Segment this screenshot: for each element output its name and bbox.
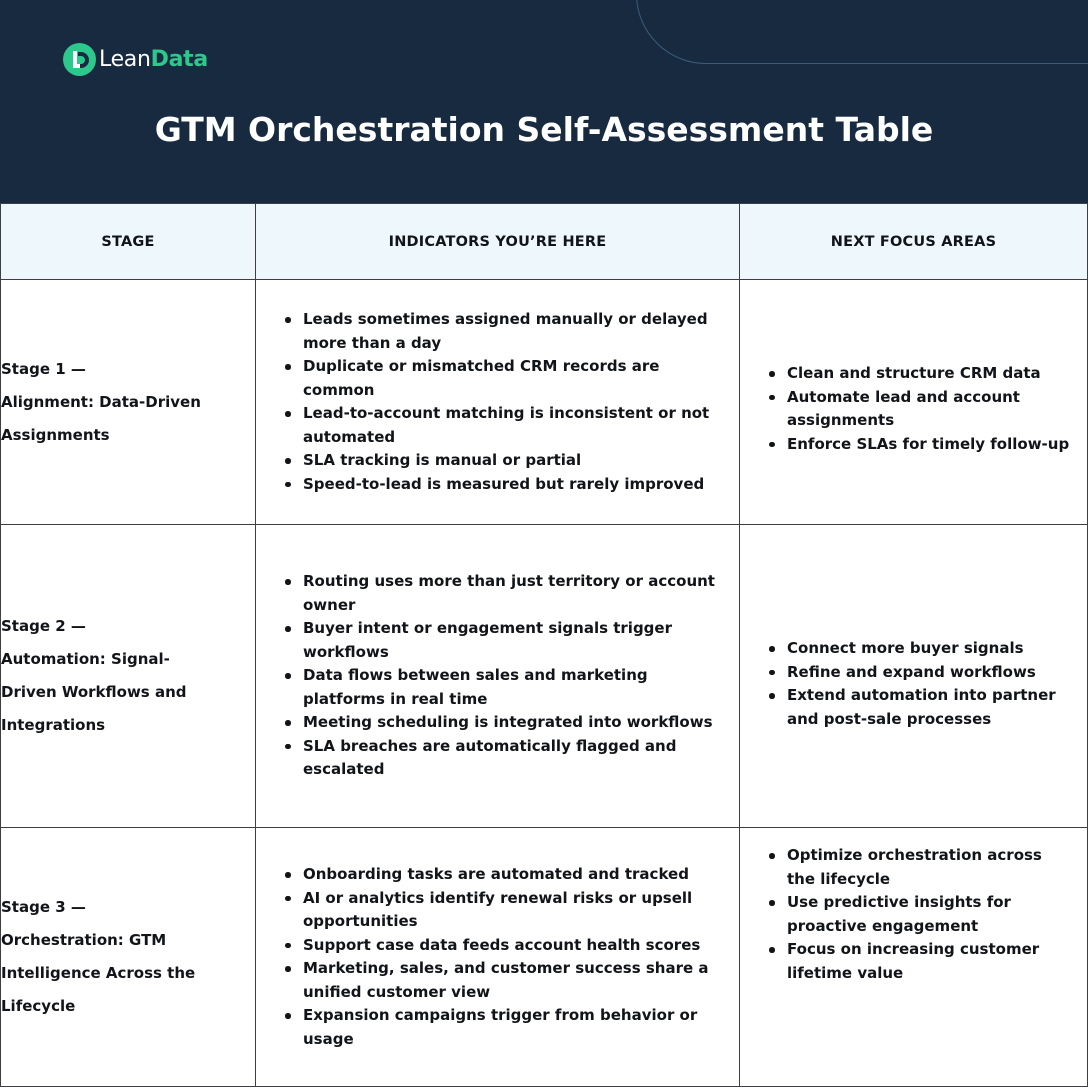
table-header-row <box>1 204 1088 280</box>
leandata-logo <box>63 43 208 76</box>
list-item: Refine and expand workflows <box>764 661 1073 685</box>
stage-name-line: Driven Workflows and <box>1 683 187 701</box>
column-header-stage: STAGE <box>1 204 256 280</box>
stage-name-line: Intelligence Across the <box>1 964 196 982</box>
next-focus-list <box>740 844 1087 985</box>
list-item: Leads sometimes assigned manually or delayed more than a day <box>280 308 725 355</box>
next-focus-cell <box>740 525 1088 828</box>
indicators-list <box>256 863 739 1051</box>
indicators-list <box>256 308 739 496</box>
list-item: Meeting scheduling is integrated into workflows <box>280 711 725 735</box>
stage-name-line: Orchestration: GTM <box>1 931 167 949</box>
stage-label: Stage 2 — <box>1 617 86 635</box>
next-focus-cell <box>740 280 1088 525</box>
stage-label: Stage 1 — <box>1 359 86 378</box>
list-item: Optimize orchestration across the lifecycle <box>764 844 1073 891</box>
column-header-next-focus: NEXT FOCUS AREAS <box>740 204 1088 280</box>
stage-cell <box>1 525 256 828</box>
logo-text-data: Data <box>150 47 208 72</box>
list-item: Support case data feeds account health scores <box>280 934 725 958</box>
list-item: SLA breaches are automatically flagged and escalated <box>280 735 725 782</box>
list-item: Extend automation into partner and post-sale processes <box>764 684 1073 731</box>
logo-text-lean: Lean <box>99 47 151 72</box>
assessment-table <box>0 203 1088 1087</box>
list-item: Automate lead and account assignments <box>764 386 1073 433</box>
table-row <box>1 525 1088 828</box>
stage-cell <box>1 828 256 1087</box>
column-header-indicators: INDICATORS YOU’RE HERE <box>256 204 740 280</box>
list-item: Speed-to-lead is measured but rarely improved <box>280 473 725 497</box>
logo-wordmark <box>99 43 208 76</box>
list-item: AI or analytics identify renewal risks or upsell opportunities <box>280 887 725 934</box>
list-item: Duplicate or mismatched CRM records are common <box>280 355 725 402</box>
header-banner <box>0 0 1088 203</box>
list-item: Buyer intent or engagement signals trigger workflows <box>280 617 725 664</box>
list-item: SLA tracking is manual or partial <box>280 449 725 473</box>
list-item: Enforce SLAs for timely follow-up <box>764 433 1073 457</box>
list-item: Expansion campaigns trigger from behavior or usage <box>280 1004 725 1051</box>
list-item: Routing uses more than just territory or account owner <box>280 570 725 617</box>
indicators-cell <box>256 280 740 525</box>
list-item: Marketing, sales, and customer success share a unified customer view <box>280 957 725 1004</box>
stage-name-line: Integrations <box>1 716 106 734</box>
list-item: Lead-to-account matching is inconsistent or not automated <box>280 402 725 449</box>
list-item: Use predictive insights for proactive engagement <box>764 891 1073 938</box>
stage-name-line: Automation: Signal- <box>1 650 170 668</box>
stage-label: Stage 3 — <box>1 898 86 916</box>
stage-cell <box>1 280 256 525</box>
list-item: Onboarding tasks are automated and tracked <box>280 863 725 887</box>
page-title: GTM Orchestration Self-Assessment Table <box>154 110 934 149</box>
indicators-cell <box>256 828 740 1087</box>
indicators-list <box>256 570 739 782</box>
list-item: Data flows between sales and marketing platforms in real time <box>280 664 725 711</box>
stage-name-line: Lifecycle <box>1 997 76 1015</box>
list-item: Focus on increasing customer lifetime value <box>764 938 1073 985</box>
list-item: Clean and structure CRM data <box>764 362 1073 386</box>
list-item: Connect more buyer signals <box>764 637 1073 661</box>
leandata-logo-icon <box>63 43 96 76</box>
decorative-arc <box>636 0 1088 64</box>
table-row <box>1 828 1088 1087</box>
table-row <box>1 280 1088 525</box>
next-focus-cell <box>740 828 1088 1087</box>
stage-name-line: Assignments <box>1 425 110 444</box>
stage-name-line: Alignment: Data-Driven <box>1 392 201 411</box>
indicators-cell <box>256 525 740 828</box>
next-focus-list <box>740 348 1087 456</box>
next-focus-list <box>740 621 1087 731</box>
